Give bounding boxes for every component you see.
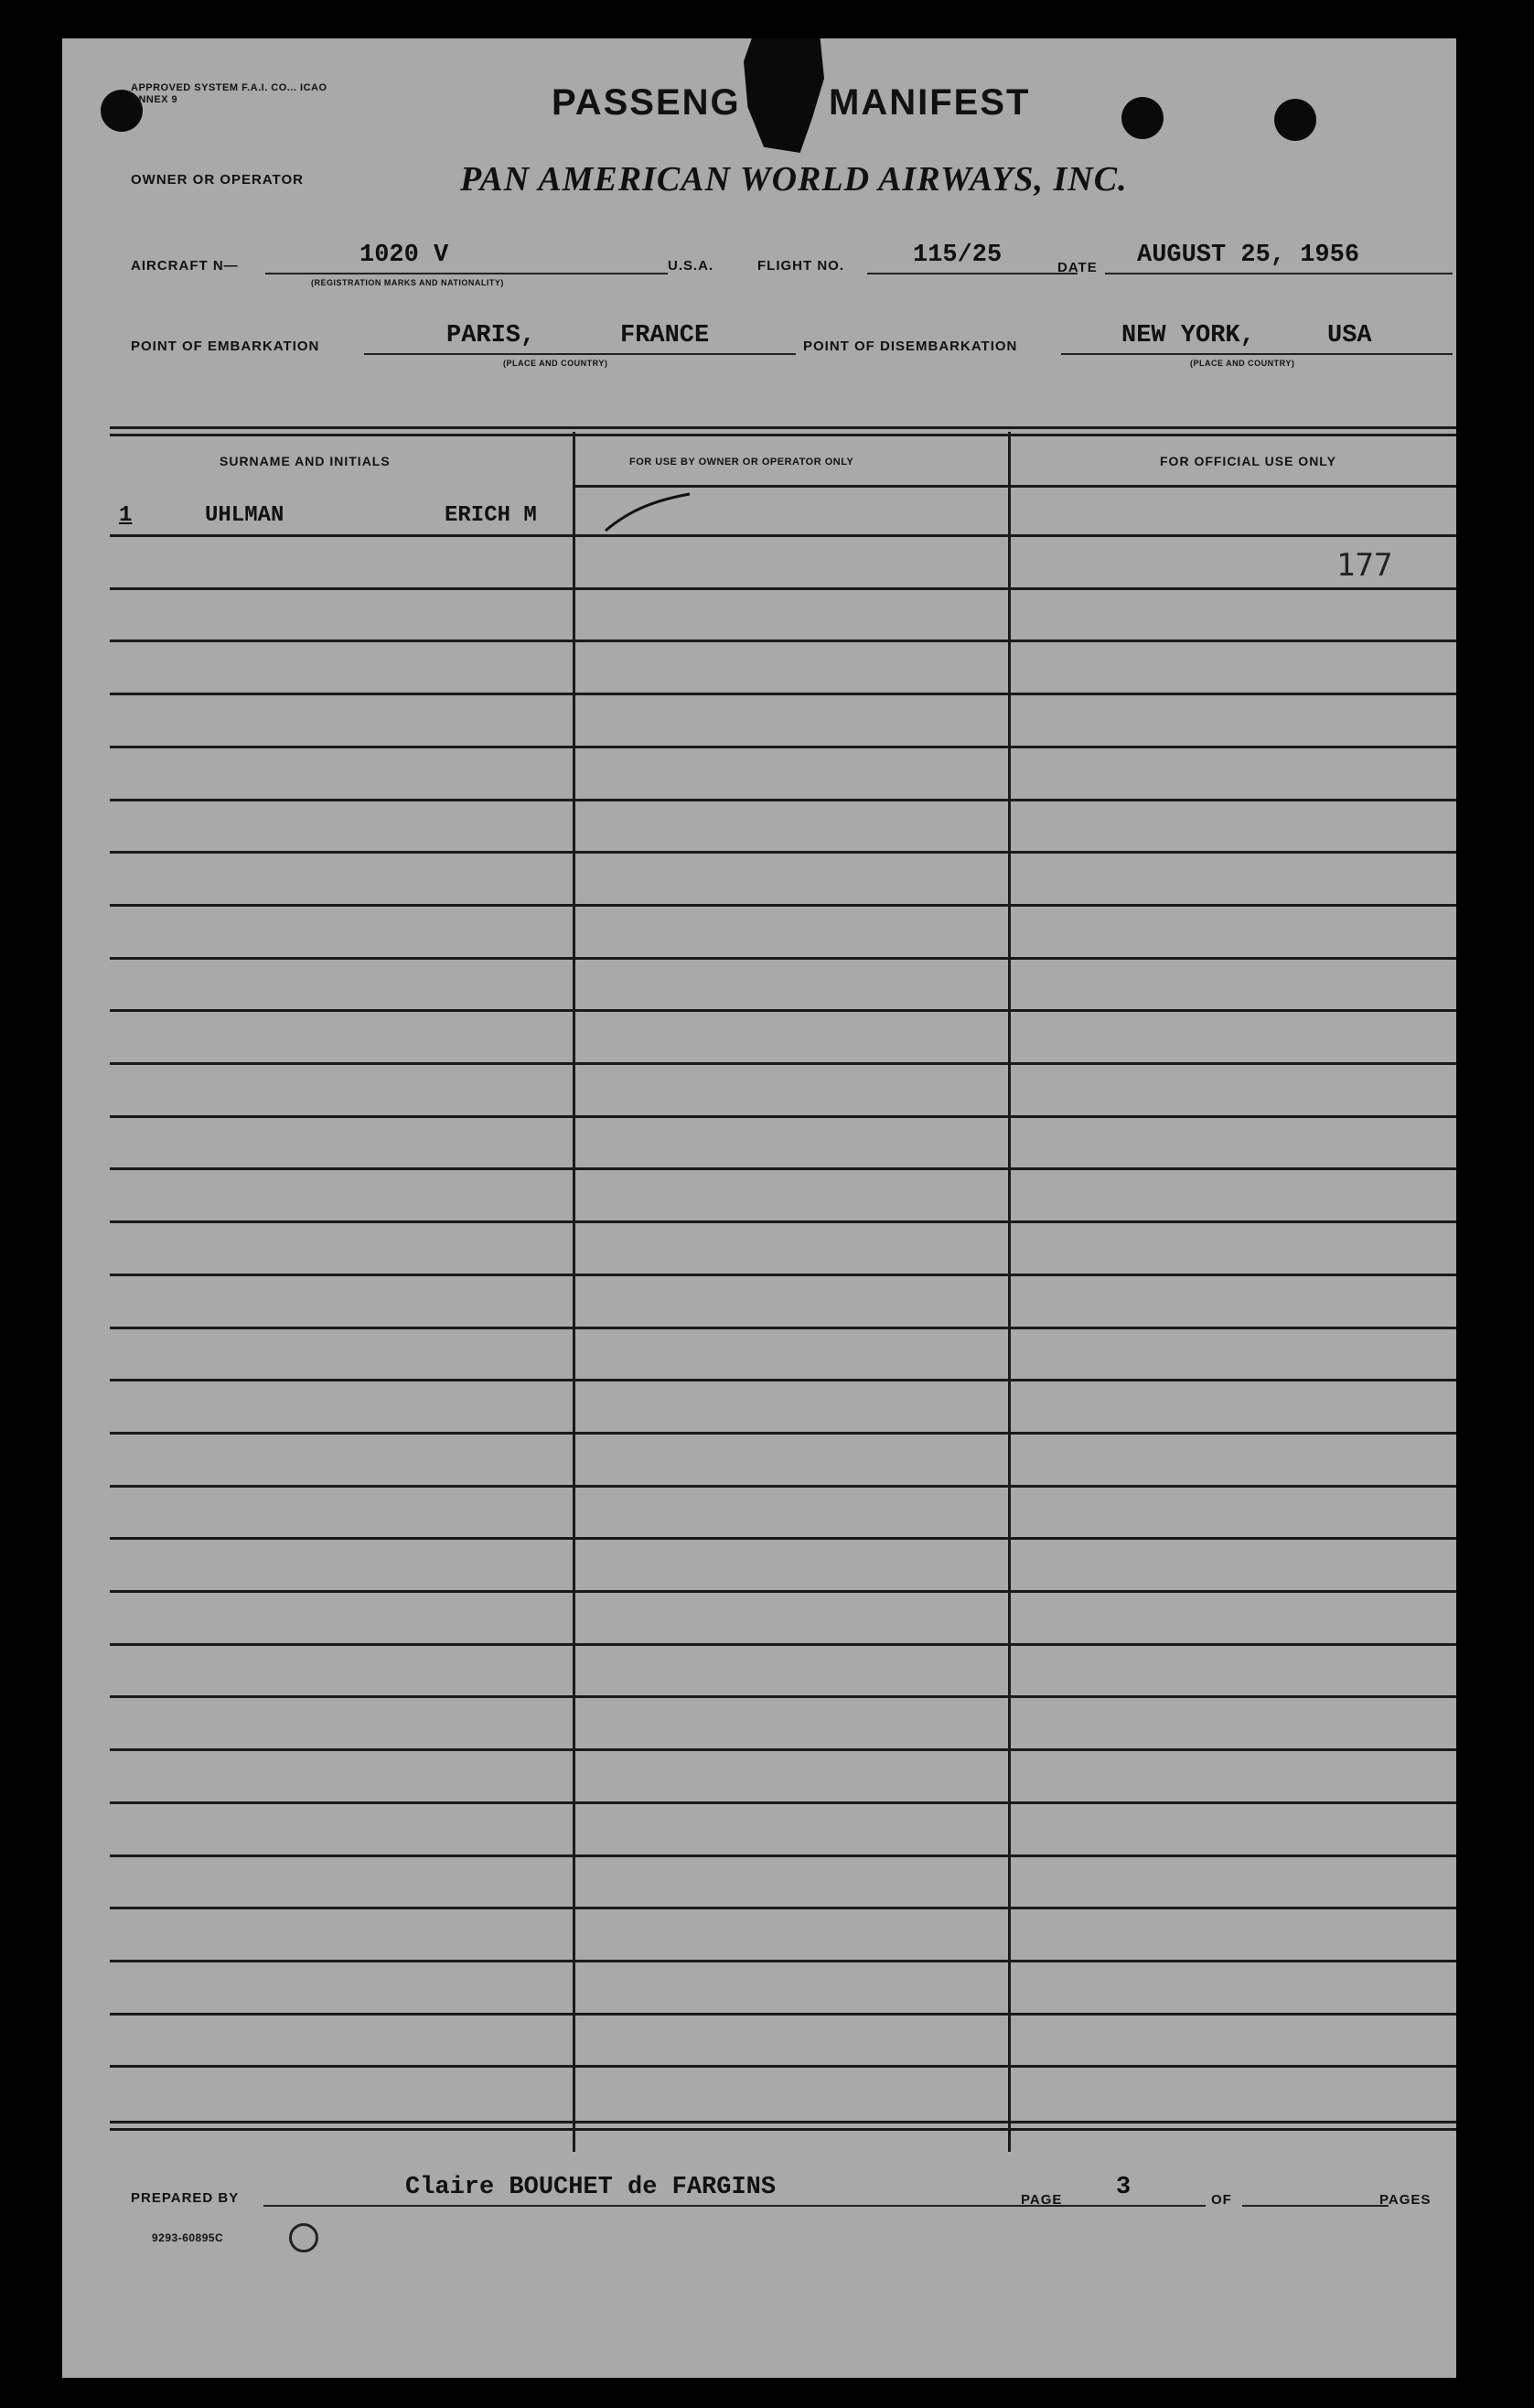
aircraft-sublabel: (REGISTRATION MARKS AND NATIONALITY)	[311, 278, 504, 287]
of-underline	[1242, 2205, 1389, 2207]
ruled-line	[110, 904, 1456, 907]
table-top-rule-2	[110, 434, 1456, 436]
ruled-line	[110, 2013, 1456, 2016]
embark-sublabel: (PLACE AND COUNTRY)	[503, 359, 608, 368]
flight-underline	[867, 273, 1078, 274]
torn-hole	[744, 38, 824, 153]
column-divider-1	[573, 432, 575, 2152]
prepared-underline	[263, 2205, 1087, 2207]
date-underline	[1105, 273, 1453, 274]
ruled-line	[110, 1009, 1456, 1012]
printer-seal-icon	[289, 2223, 318, 2252]
prepared-label: PREPARED BY	[131, 2190, 240, 2206]
ruled-line	[110, 587, 1456, 590]
ruled-line	[110, 851, 1456, 854]
punch-hole-right-2	[1274, 99, 1316, 141]
date-value: AUGUST 25, 1956	[1137, 242, 1360, 269]
date-label: DATE	[1057, 260, 1098, 275]
row-1-surname: UHLMAN	[205, 503, 284, 528]
usa-label: U.S.A.	[668, 258, 714, 274]
ruled-line	[110, 1695, 1456, 1698]
ruled-line	[110, 1220, 1456, 1223]
ruled-line	[110, 1748, 1456, 1751]
page-label: PAGE	[1021, 2192, 1063, 2208]
embark-country: FRANCE	[620, 322, 710, 349]
ruled-line	[110, 746, 1456, 748]
ruled-line	[110, 1485, 1456, 1488]
ruled-line	[110, 1960, 1456, 1962]
flight-label: FLIGHT NO.	[757, 258, 844, 274]
embark-city: PARIS,	[446, 322, 536, 349]
table-bottom-rule-1	[110, 2121, 1456, 2123]
table-bottom-rule-2	[110, 2128, 1456, 2131]
ruled-line	[110, 1537, 1456, 1540]
column-divider-2	[1008, 432, 1011, 2152]
table-top-rule-1	[110, 426, 1456, 429]
header-official: FOR OFFICIAL USE ONLY	[1160, 454, 1336, 468]
disembark-city: NEW YORK,	[1121, 322, 1255, 349]
row-1-given: ERICH M	[445, 503, 537, 528]
ruled-line	[110, 1327, 1456, 1329]
ruled-line	[110, 1062, 1456, 1065]
ruled-line	[110, 1801, 1456, 1804]
pages-label: PAGES	[1379, 2192, 1432, 2208]
ruled-line	[110, 1907, 1456, 1909]
form-code: 9293-60895C	[152, 2231, 224, 2244]
ruled-line	[110, 1643, 1456, 1646]
embark-underline	[364, 353, 796, 355]
header-rule	[573, 485, 1456, 488]
row-1-number: 1	[119, 503, 133, 528]
owner-value: PAN AMERICAN WORLD AIRWAYS, INC.	[460, 160, 1128, 199]
approval-stamp: APPROVED SYSTEM F.A.I. CO... ICAO ANNEX 9	[131, 82, 327, 105]
disembark-label: POINT OF DISEMBARKATION	[803, 339, 1018, 354]
prepared-value: Claire BOUCHET de FARGINS	[405, 2174, 777, 2201]
disembark-sublabel: (PLACE AND COUNTRY)	[1190, 359, 1295, 368]
owner-label: OWNER OR OPERATOR	[131, 172, 304, 188]
row-1-check-mark	[604, 490, 692, 536]
manifest-sheet	[62, 38, 1456, 2378]
ruled-line	[110, 2065, 1456, 2068]
ruled-line	[110, 1379, 1456, 1381]
ruled-line	[110, 1167, 1456, 1170]
ruled-line	[110, 1432, 1456, 1435]
official-note: 177	[1336, 547, 1393, 584]
disembark-underline	[1061, 353, 1453, 355]
of-label: OF	[1211, 2192, 1232, 2208]
header-surname: SURNAME AND INITIALS	[220, 454, 391, 468]
ruled-line	[110, 1115, 1456, 1118]
ruled-line	[110, 693, 1456, 695]
ruled-line	[110, 1854, 1456, 1857]
ruled-line	[110, 957, 1456, 960]
form-title-left: PASSENG	[552, 82, 741, 123]
ruled-line	[110, 534, 1456, 537]
ruled-line	[110, 1590, 1456, 1593]
flight-value: 115/25	[913, 242, 1003, 269]
page-underline	[1068, 2205, 1206, 2207]
disembark-country: USA	[1327, 322, 1372, 349]
ruled-line	[110, 640, 1456, 642]
embark-label: POINT OF EMBARKATION	[131, 339, 320, 354]
form-title-right: MANIFEST	[829, 82, 1031, 123]
header-operator: FOR USE BY OWNER OR OPERATOR ONLY	[629, 457, 854, 468]
aircraft-underline	[265, 273, 668, 274]
page-value: 3	[1116, 2174, 1132, 2201]
ruled-line	[110, 799, 1456, 801]
ruled-line	[110, 1274, 1456, 1276]
aircraft-label: AIRCRAFT N—	[131, 258, 239, 274]
aircraft-value: 1020 V	[359, 242, 449, 269]
punch-hole-right-1	[1121, 97, 1164, 139]
